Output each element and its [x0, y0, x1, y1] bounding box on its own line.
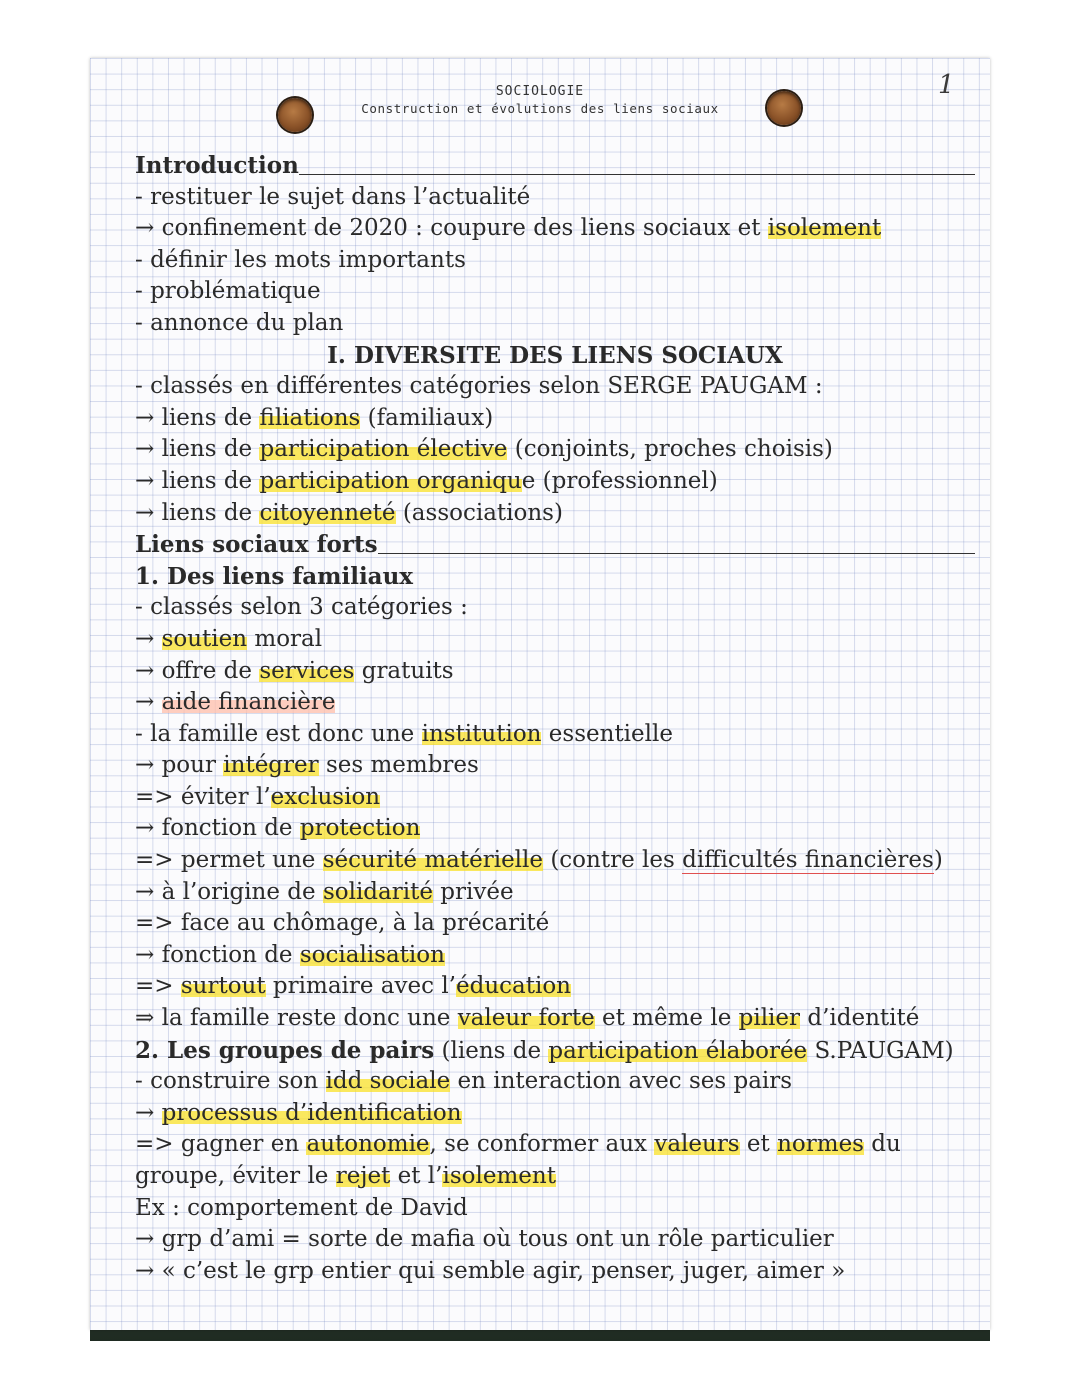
punch-hole-left — [278, 98, 312, 132]
note-line: => face au chômage, à la précarité — [135, 910, 550, 937]
punch-hole-right — [767, 91, 801, 125]
note-line: → fonction de protection — [135, 815, 421, 842]
note-line: - annonce du plan — [135, 309, 344, 336]
note-line: - classés en différentes catégories selon SERGE PAUGAM : — [135, 373, 823, 400]
note-line: → offre de services gratuits — [135, 657, 454, 684]
section-title: I. DIVERSITE DES LIENS SOCIAUX — [327, 341, 783, 369]
intro-heading: Introduction — [135, 150, 975, 182]
strong-links-heading: Liens sociaux forts — [135, 529, 975, 561]
note-line: => surtout primaire avec l’éducation — [135, 973, 571, 1000]
note-line: groupe, éviter le rejet et l’isolement — [135, 1163, 556, 1189]
note-line: ⇒ la famille reste donc une valeur forte et même le pilier d’identité — [135, 1005, 920, 1032]
note-line: => gagner en autonomie, se conformer aux valeurs et normes du — [135, 1131, 901, 1158]
note-line: → aide financière — [135, 689, 336, 716]
note-line: → soutien moral — [135, 625, 323, 652]
example-line: Ex : comportement de David — [135, 1194, 468, 1221]
notes-body — [135, 150, 975, 1287]
note-line: → à l’origine de solidarité privée — [135, 878, 514, 905]
note-line: => permet une sécurité matérielle (contre les difficultés financières) — [135, 847, 943, 874]
subsection-title: 2. Les groupes de pairs (liens de participation élaborée S.PAUGAM) — [135, 1036, 954, 1064]
note-line: → liens de filiations (familiaux) — [135, 404, 494, 431]
note-line: → liens de participation organique (professionnel) — [135, 467, 718, 494]
note-line: → « c’est le grp entier qui semble agir, penser, juger, aimer » — [135, 1257, 846, 1284]
note-line: → fonction de socialisation — [135, 941, 445, 968]
note-line: => éviter l’exclusion — [135, 783, 381, 810]
notebook-page — [90, 58, 990, 1330]
note-line: - définir les mots importants — [135, 246, 466, 273]
chapter-title: Construction et évolutions des liens sociaux — [361, 101, 719, 116]
subject-title: SOCIOLOGIE — [495, 84, 585, 99]
note-line: → grp d’ami = sorte de mafia où tous ont un rôle particulier — [135, 1226, 834, 1253]
note-line: - restituer le sujet dans l’actualité — [135, 183, 531, 210]
note-line: - construire son idd sociale en interaction avec ses pairs — [135, 1068, 793, 1095]
note-line: → liens de participation élective (conjoints, proches choisis) — [135, 436, 833, 463]
note-line: → liens de citoyenneté (associations) — [135, 499, 563, 526]
page-header — [340, 84, 740, 116]
subsection-title: 1. Des liens familiaux — [135, 562, 414, 590]
note-line: → processus d’identification — [135, 1099, 462, 1126]
note-line: - problématique — [135, 278, 321, 305]
note-line: - classés selon 3 catégories : — [135, 594, 468, 621]
note-line: - la famille est donc une institution essentielle — [135, 720, 673, 747]
page-number: 1 — [938, 70, 955, 100]
note-line: → pour intégrer ses membres — [135, 752, 479, 779]
note-line: → confinement de 2020 : coupure des liens sociaux et isolement — [135, 215, 882, 242]
